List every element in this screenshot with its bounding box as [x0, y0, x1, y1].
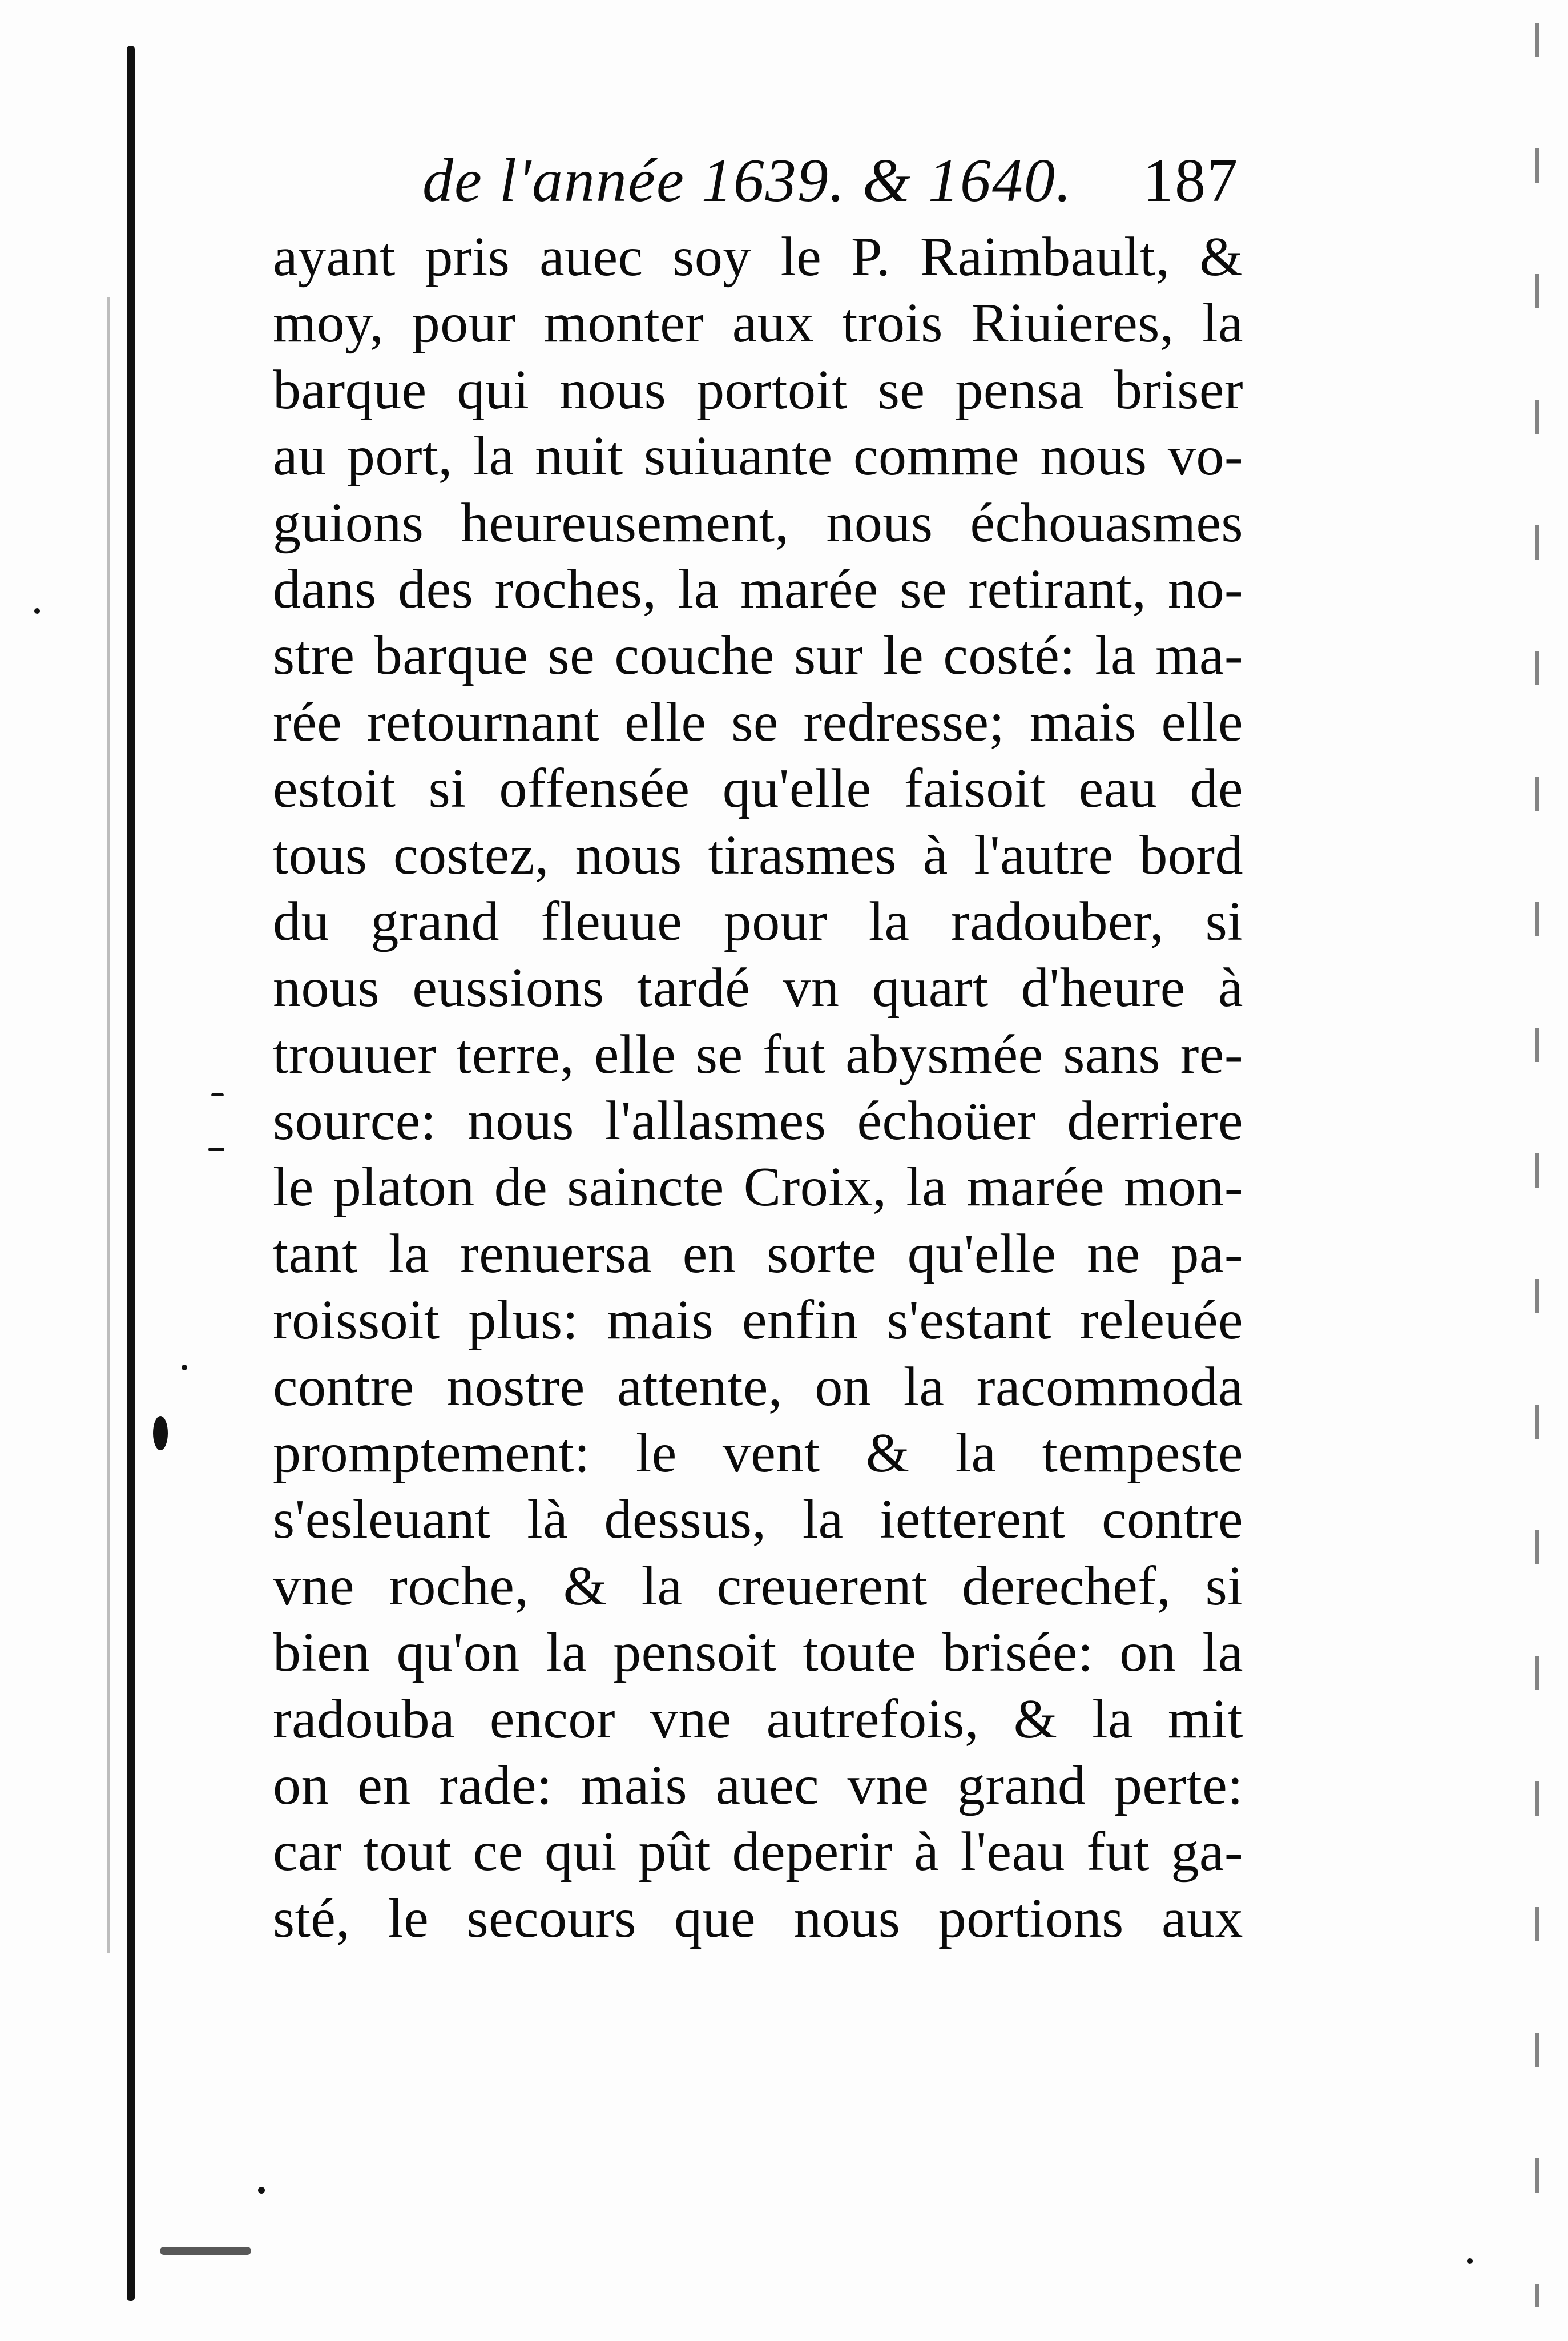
text-line: sté, le secours que nous portions aux: [273, 1887, 1243, 1949]
text-line: tous costez, nous tirasmes à l'autre bord: [273, 824, 1243, 886]
running-head: [422, 146, 1250, 231]
text-line: vne roche, & la creuerent derechef, si: [273, 1555, 1243, 1617]
body-text: [273, 224, 1243, 1952]
text-line: roissoit plus: mais enfin s'estant releuée: [273, 1289, 1243, 1351]
text-line: le platon de saincte Croix, la marée mon-: [273, 1156, 1243, 1218]
text-line: nous eussions tardé vn quart d'heure à: [273, 957, 1243, 1019]
text-line: stre barque se couche sur le costé: la ma-: [273, 625, 1243, 687]
text-line: rée retournant elle se redresse; mais elle: [273, 691, 1243, 753]
ink-speck: [160, 2247, 251, 2255]
text-line: du grand fleuue pour la radouber, si: [273, 890, 1243, 952]
text-line: contre nostre attente, on la racommoda: [273, 1355, 1243, 1418]
running-head-title: de l'année 1639. & 1640.: [422, 147, 1073, 215]
text-line: tant la renuersa en sorte qu'elle ne pa-: [273, 1222, 1243, 1285]
facing-page-edge: [1535, 23, 1539, 2307]
text-line: barque qui nous portoit se pensa briser: [273, 359, 1243, 421]
text-line: ayant pris auec soy le P. Raimbault, &: [273, 226, 1243, 288]
text-line: on en rade: mais auec vne grand perte:: [273, 1754, 1243, 1816]
ink-speck: [153, 1416, 168, 1450]
text-line: bien qu'on la pensoit toute brisée: on la: [273, 1622, 1243, 1684]
text-line: radouba encor vne autrefois, & la mit: [273, 1688, 1243, 1750]
page-number: 187: [1143, 147, 1239, 215]
text-line: dans des roches, la marée se retirant, no-: [273, 558, 1243, 620]
text-line: source: nous l'allasmes échoüer derriere: [273, 1090, 1243, 1152]
text-line: guions heureusement, nous échouasmes: [273, 492, 1243, 554]
ink-speck: [211, 1093, 224, 1096]
text-line: au port, la nuit suiuante comme nous vo-: [273, 425, 1243, 488]
ink-speck: [208, 1148, 224, 1151]
page-shadow: [107, 297, 110, 1953]
ink-speck: [1467, 2258, 1473, 2264]
text-line: promptement: le vent & la tempeste: [273, 1422, 1243, 1485]
ink-speck: [182, 1365, 187, 1370]
text-line: s'esleuant là dessus, la ietterent contre: [273, 1489, 1243, 1551]
binding-edge: [127, 46, 135, 2301]
text-line: trouuer terre, elle se fut abysmée sans re-: [273, 1023, 1243, 1085]
ink-speck: [258, 2187, 265, 2194]
text-line: moy, pour monter aux trois Riuieres, la: [273, 292, 1243, 355]
ink-speck: [34, 608, 40, 614]
text-line: car tout ce qui pût deperir à l'eau fut ga-: [273, 1821, 1243, 1883]
text-line: estoit si offensée qu'elle faisoit eau de: [273, 758, 1243, 820]
